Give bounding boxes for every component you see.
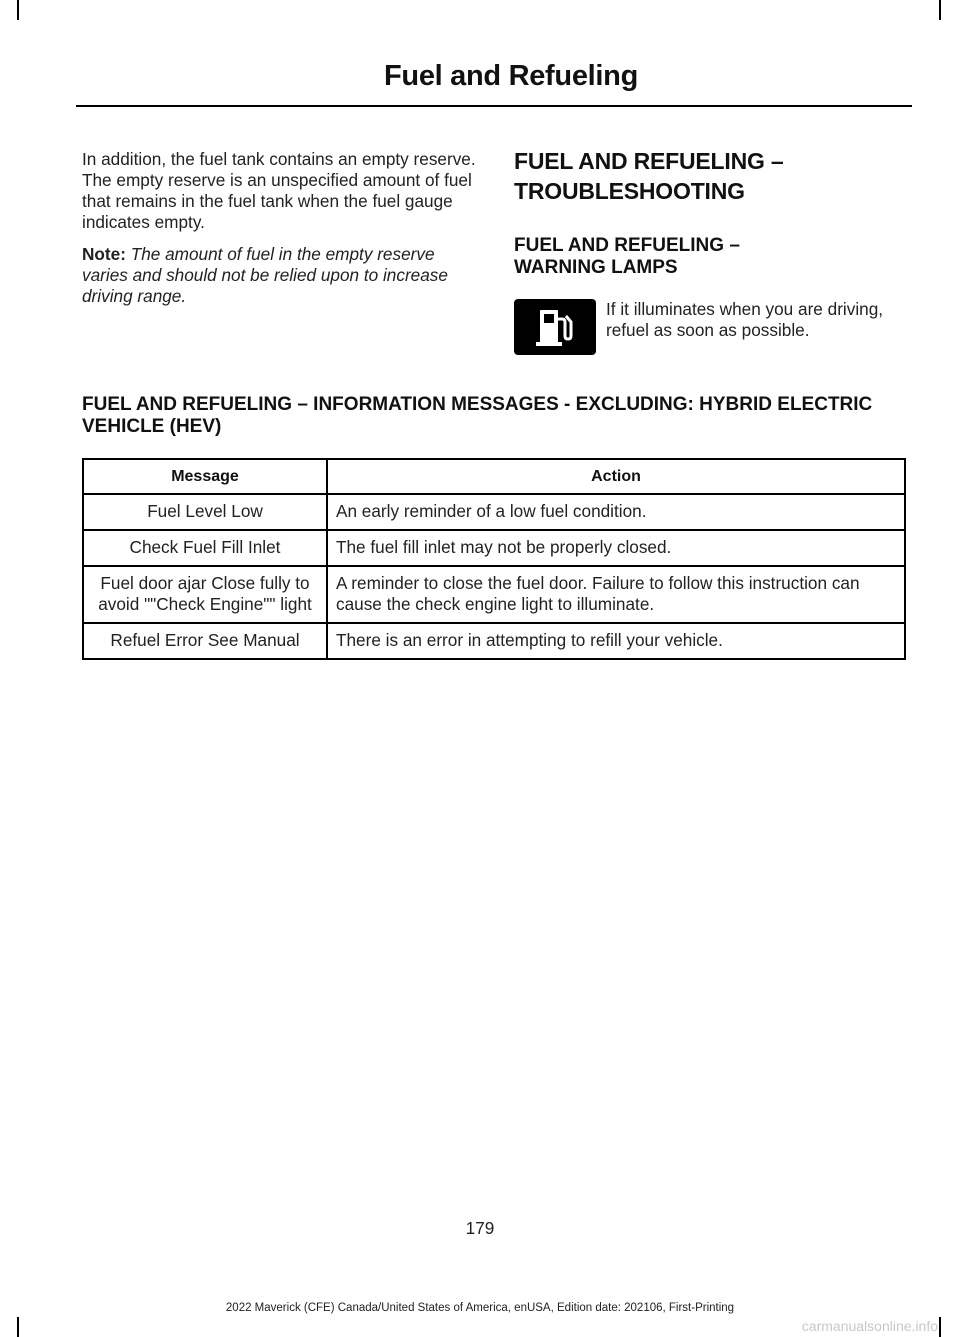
header-rule <box>76 105 912 107</box>
table-header-row <box>83 459 905 494</box>
message-cell: Fuel door ajar Close fully to avoid ""Check Engine"" light <box>83 566 327 623</box>
page-number: 179 <box>465 1218 495 1238</box>
fuel-pump-icon <box>514 299 596 355</box>
warning-lamp-description: If it illuminates when you are driving, refuel as soon as possible. <box>606 299 884 340</box>
message-cell: Fuel Level Low <box>83 494 327 530</box>
crop-mark-bottom-left <box>17 1317 19 1337</box>
page-title: Fuel and Refueling <box>383 60 638 92</box>
table-row <box>83 494 905 530</box>
action-cell: An early reminder of a low fuel condition. <box>327 494 905 530</box>
message-cell: Refuel Error See Manual <box>83 623 327 659</box>
message-cell: Check Fuel Fill Inlet <box>83 530 327 566</box>
crop-mark-top-right <box>939 0 941 20</box>
column-header-message: Message <box>83 459 327 494</box>
info-messages-heading: FUEL AND REFUELING – INFORMATION MESSAGES - EXCLUDING: HYBRID ELECTRIC VEHICLE (HEV) <box>82 394 873 437</box>
note-text: The amount of fuel in the empty reserve varies and should not be relied upon to increase driving range. <box>82 244 448 306</box>
warning-lamps-heading: FUEL AND REFUELING – WARNING LAMPS <box>514 235 740 278</box>
info-messages-table <box>82 458 906 660</box>
watermark: carmanualsonline.info <box>801 1318 938 1334</box>
section-heading-line2: TROUBLESHOOTING <box>514 178 745 204</box>
note-paragraph <box>82 244 476 307</box>
section-heading-line1: FUEL AND REFUELING – <box>514 148 784 174</box>
edition-footer: 2022 Maverick (CFE) Canada/United States of America, enUSA, Edition date: 202106, First-Printing <box>225 1302 735 1314</box>
crop-mark-top-left <box>17 0 19 20</box>
table-row <box>83 530 905 566</box>
action-cell: The fuel fill inlet may not be properly closed. <box>327 530 905 566</box>
left-column <box>82 149 476 318</box>
table-row <box>83 566 905 623</box>
action-cell: A reminder to close the fuel door. Failure to follow this instruction can cause the check engine light to illuminate. <box>327 566 905 623</box>
note-label: Note: <box>82 244 126 264</box>
reserve-paragraph: In addition, the fuel tank contains an empty reserve. The empty reserve is an unspecified amount of fuel that remains in the fuel tank when the fuel gauge indicates empty. <box>82 149 476 232</box>
action-cell: There is an error in attempting to refill your vehicle. <box>327 623 905 659</box>
column-header-action: Action <box>327 459 905 494</box>
table-row <box>83 623 905 659</box>
crop-mark-bottom-right <box>939 1317 941 1337</box>
